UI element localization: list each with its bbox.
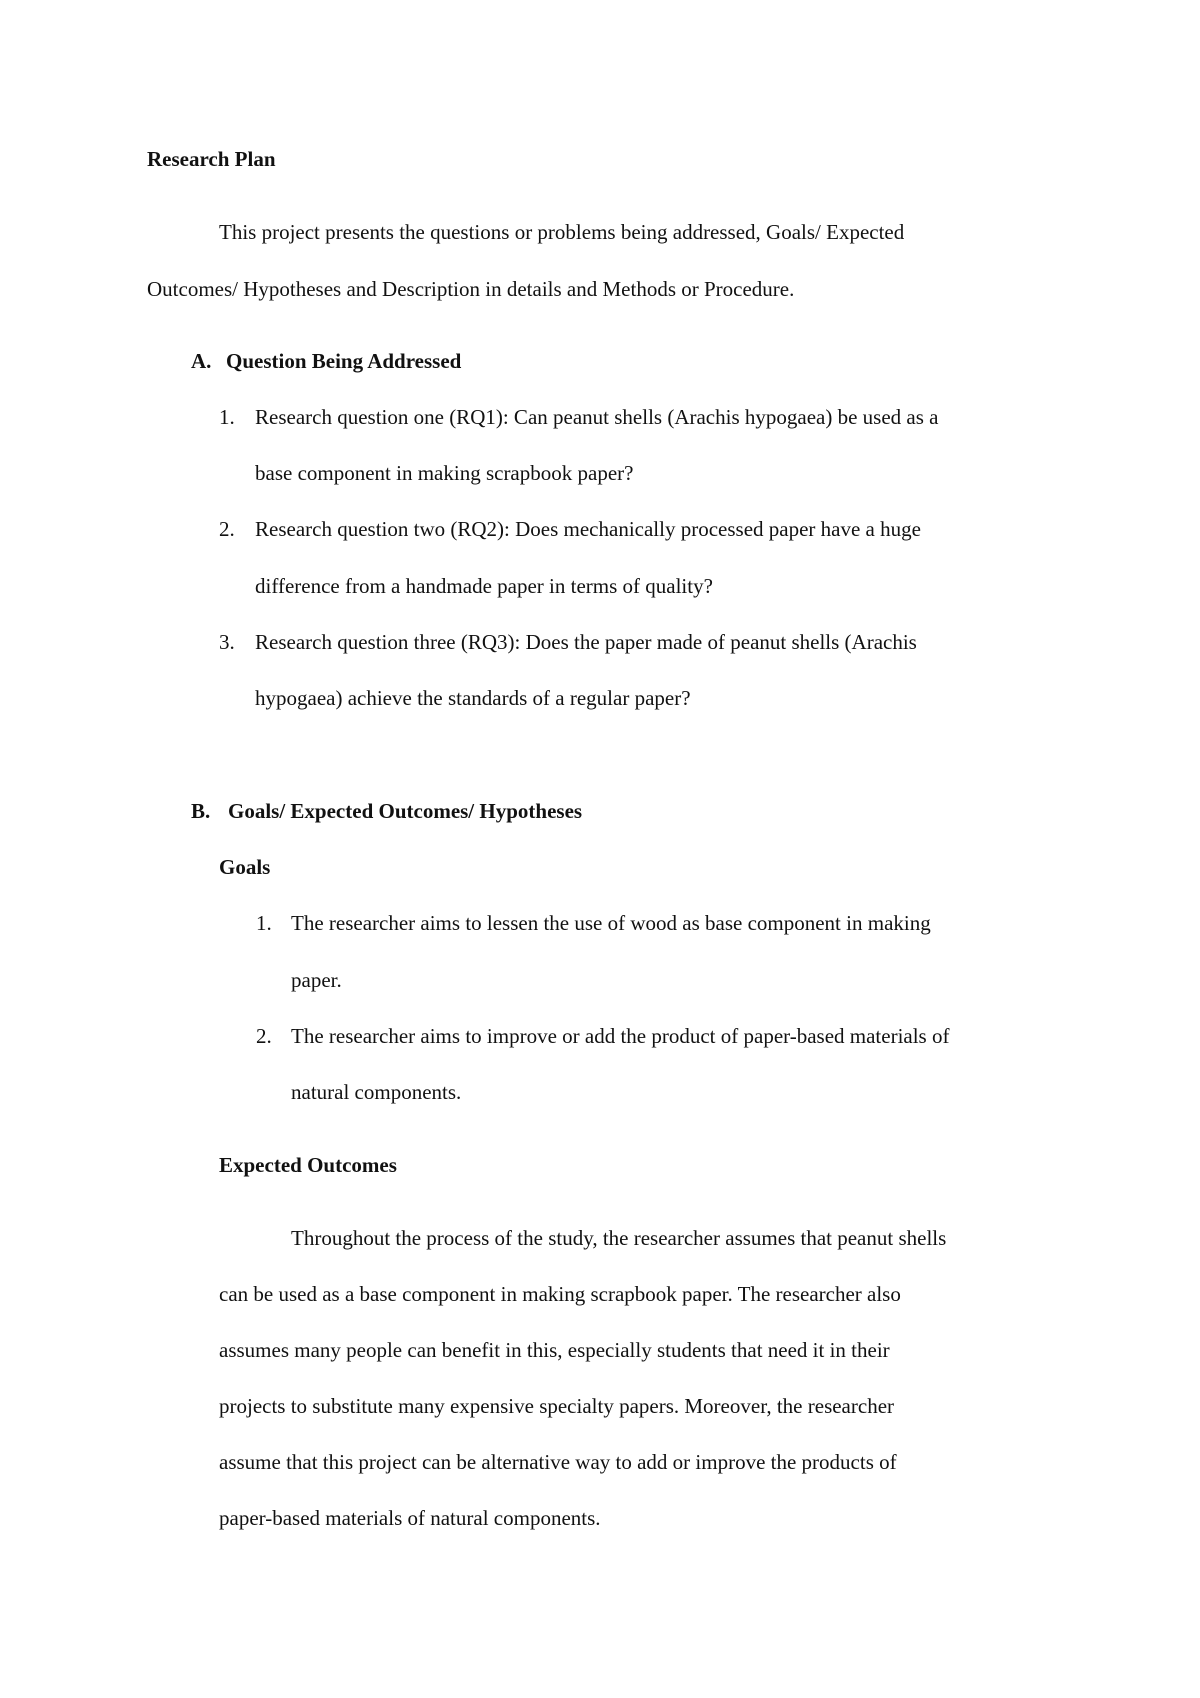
intro-line-2: Outcomes/ Hypotheses and Description in details and Methods or Procedure.: [147, 277, 795, 301]
section-b-heading: Goals/ Expected Outcomes/ Hypotheses: [228, 799, 583, 823]
rq3-line-1: Research question three (RQ3): Does the paper made of peanut shells (Arachis: [255, 630, 917, 654]
section-b-marker: B.: [191, 799, 211, 823]
expected-line-1: Throughout the process of the study, the researcher assumes that peanut shells: [291, 1226, 947, 1250]
document-title: Research Plan: [147, 147, 276, 171]
rq1-line-1: Research question one (RQ1): Can peanut shells (Arachis hypogaea) be used as a: [255, 405, 939, 429]
expected-line-2: can be used as a base component in making scrapbook paper. The researcher also: [219, 1282, 901, 1306]
intro-line-1: This project presents the questions or problems being addressed, Goals/ Expected: [219, 220, 905, 244]
expected-line-6: paper-based materials of natural components.: [219, 1506, 601, 1530]
goal1-number: 1.: [256, 911, 272, 935]
rq3-line-2: hypogaea) achieve the standards of a regular paper?: [255, 686, 691, 710]
rq2-number: 2.: [219, 517, 235, 541]
goal2-number: 2.: [256, 1024, 272, 1048]
expected-line-3: assumes many people can benefit in this, especially students that need it in their: [219, 1338, 890, 1362]
rq1-line-2: base component in making scrapbook paper?: [255, 461, 634, 485]
rq3-number: 3.: [219, 630, 235, 654]
section-a-heading: Question Being Addressed: [226, 349, 462, 373]
expected-line-4: projects to substitute many expensive specialty papers. Moreover, the researcher: [219, 1394, 895, 1418]
rq2-line-1: Research question two (RQ2): Does mechanically processed paper have a huge: [255, 517, 921, 541]
expected-outcomes-heading: Expected Outcomes: [219, 1153, 397, 1177]
rq2-line-2: difference from a handmade paper in terms of quality?: [255, 574, 713, 598]
goal1-line-1: The researcher aims to lessen the use of wood as base component in making: [291, 911, 931, 935]
goal2-line-2: natural components.: [291, 1080, 462, 1104]
rq1-number: 1.: [219, 405, 235, 429]
goals-heading: Goals: [219, 855, 271, 879]
section-a-marker: A.: [191, 349, 212, 373]
goal2-line-1: The researcher aims to improve or add the product of paper-based materials of: [291, 1024, 950, 1048]
expected-line-5: assume that this project can be alternative way to add or improve the products of: [219, 1450, 897, 1474]
goal1-line-2: paper.: [291, 968, 342, 992]
